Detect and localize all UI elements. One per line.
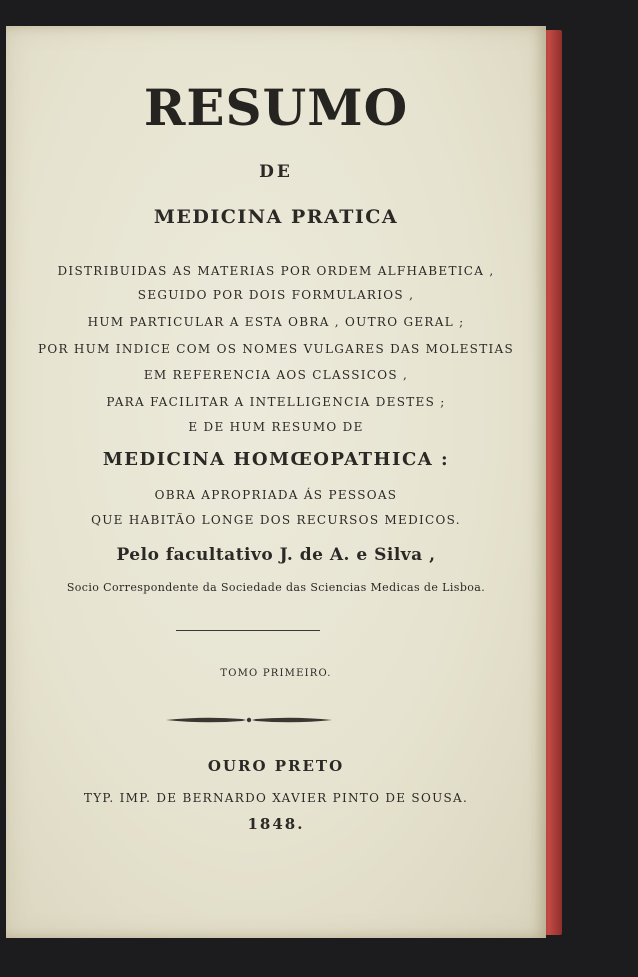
title-connector: DE (259, 162, 293, 182)
description-line: POR HUM INDICE COM OS NOMES VULGARES DAS MOLESTIAS (37, 342, 515, 356)
description-line: SEGUIDO POR DOIS FORMULARIOS , (137, 288, 415, 302)
homeopathy-heading: MEDICINA HOMŒOPATHICA : (102, 449, 450, 470)
description-line: E DE HUM RESUMO DE (188, 420, 364, 434)
title-page (6, 26, 546, 938)
book-subtitle: MEDICINA PRATICA (153, 206, 399, 228)
printer-line: TYP. IMP. DE BERNARDO XAVIER PINTO DE SOUSA. (83, 791, 469, 805)
description-line: HUM PARTICULAR A ESTA OBRA , OUTRO GERAL ; (87, 315, 465, 329)
ornamental-divider (164, 714, 334, 726)
description-line: EM REFERENCIA AOS CLASSICOS , (143, 368, 409, 382)
author-affiliation: Socio Correspondente da Sociedade das Sciencias Medicas de Lisboa. (66, 581, 486, 594)
publication-year: 1848. (247, 815, 305, 833)
description-line: PARA FACILITAR A INTELLIGENCIA DESTES ; (106, 395, 446, 409)
divider-rule (176, 630, 320, 631)
purpose-line: QUE HABITÃO LONGE DOS RECURSOS MEDICOS. (91, 513, 461, 527)
volume-label: TOMO PRIMEIRO. (220, 668, 332, 679)
author-line: Pelo facultativo J. de A. e Silva , (116, 545, 436, 565)
description-line: DISTRIBUIDAS AS MATERIAS POR ORDEM ALFHABETICA , (57, 264, 495, 278)
purpose-line: OBRA APROPRIADA ÁS PESSOAS (154, 488, 398, 502)
book-title: RESUMO (143, 78, 409, 137)
publication-city: OURO PRETO (207, 757, 345, 775)
